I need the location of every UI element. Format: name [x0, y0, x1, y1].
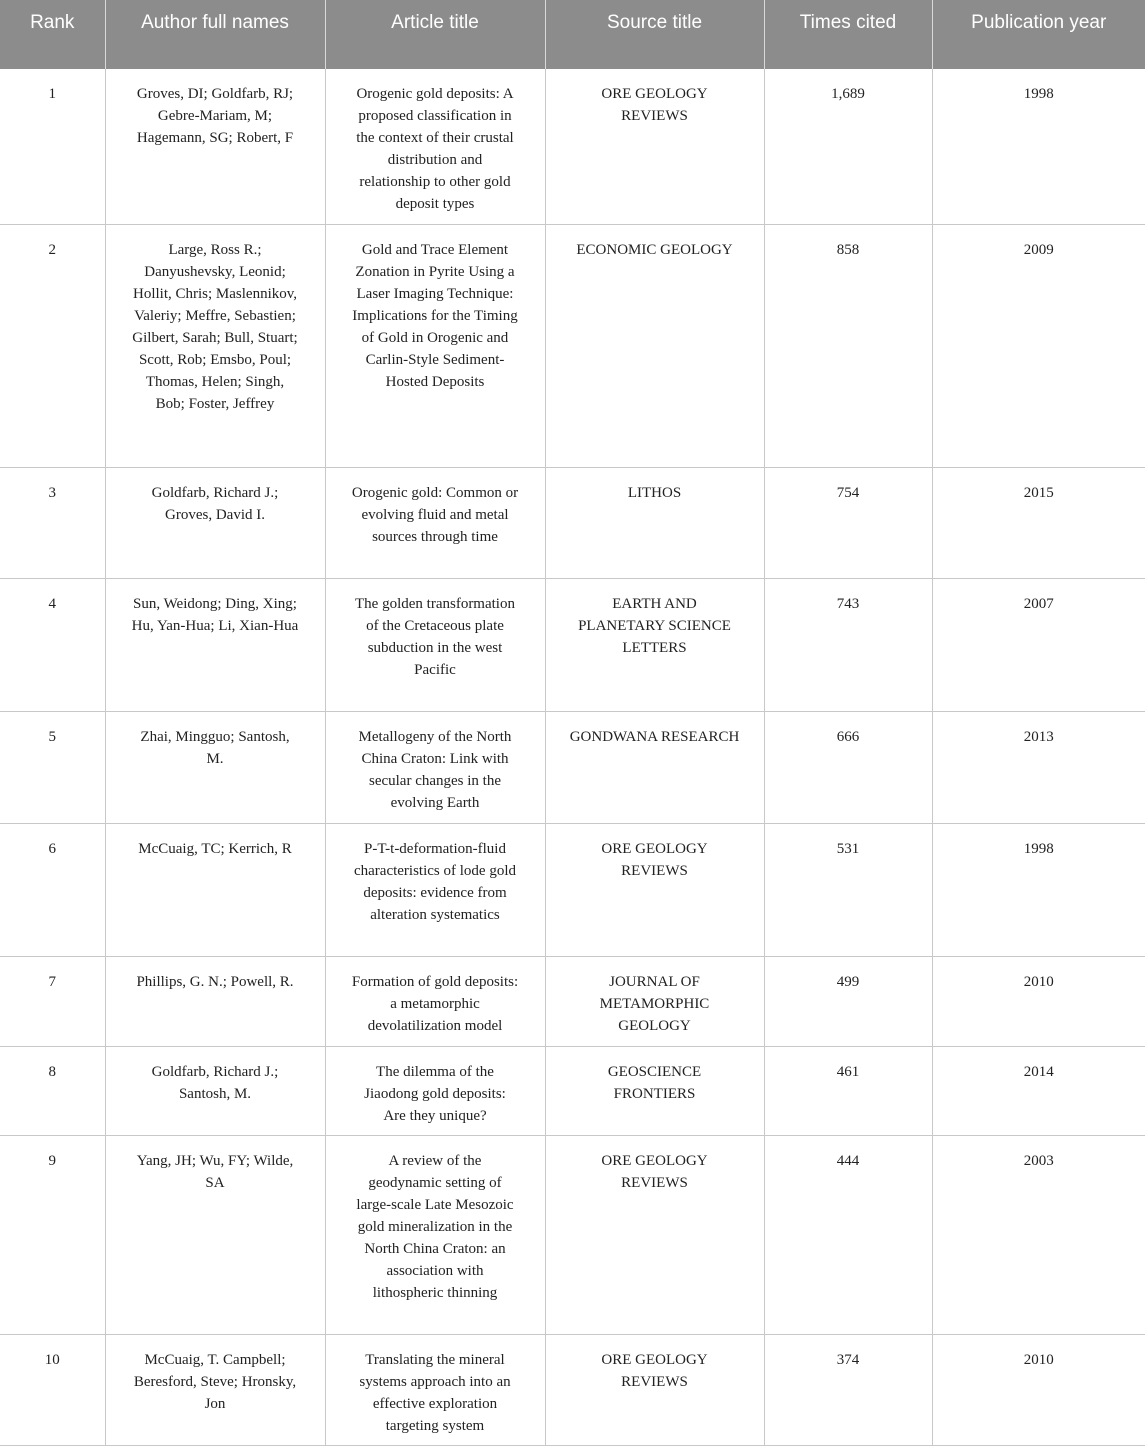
- cell-source-title: EARTH AND PLANETARY SCIENCE LETTERS: [545, 578, 764, 711]
- cell-source-title: ECONOMIC GEOLOGY: [545, 224, 764, 467]
- cell-rank: 9: [0, 1135, 105, 1334]
- cell-publication-year: 2010: [932, 1334, 1145, 1445]
- cell-article-title: Gold and Trace Element Zonation in Pyrite Using a Laser Imaging Technique: Implications for the Timing of Gold in Orogenic and Carlin-Style Sediment-Hosted Deposits: [325, 224, 545, 467]
- cell-publication-year: 2014: [932, 1046, 1145, 1135]
- cell-source-title: ORE GEOLOGY REVIEWS: [545, 69, 764, 224]
- cell-publication-year: 2015: [932, 467, 1145, 578]
- cell-source-title: ORE GEOLOGY REVIEWS: [545, 823, 764, 956]
- cell-authors: McCuaig, T. Campbell; Beresford, Steve; Hronsky, Jon: [105, 1334, 325, 1445]
- cell-rank: 6: [0, 823, 105, 956]
- table-row: [0, 956, 1145, 1046]
- table-row: [0, 1046, 1145, 1135]
- cell-rank: 4: [0, 578, 105, 711]
- cell-article-title: Orogenic gold: Common or evolving fluid and metal sources through time: [325, 467, 545, 578]
- cell-source-title: GONDWANA RESEARCH: [545, 711, 764, 823]
- cell-publication-year: 1998: [932, 69, 1145, 224]
- cell-authors: Goldfarb, Richard J.; Groves, David I.: [105, 467, 325, 578]
- cell-article-title: The golden transformation of the Cretaceous plate subduction in the west Pacific: [325, 578, 545, 711]
- cell-rank: 5: [0, 711, 105, 823]
- cell-times-cited: 444: [764, 1135, 932, 1334]
- cell-source-title: ORE GEOLOGY REVIEWS: [545, 1135, 764, 1334]
- header-article-title: Article title: [325, 0, 545, 69]
- cell-source-title: ORE GEOLOGY REVIEWS: [545, 1334, 764, 1445]
- cell-authors: Large, Ross R.; Danyushevsky, Leonid; Hollit, Chris; Maslennikov, Valeriy; Meffre, Sebastien; Gilbert, Sarah; Bull, Stuart; Scott, Rob; Emsbo, Poul; Thomas, Helen; Singh, Bob; Foster, Jeffrey: [105, 224, 325, 467]
- cell-times-cited: 461: [764, 1046, 932, 1135]
- header-times-cited: Times cited: [764, 0, 932, 69]
- table-row: [0, 467, 1145, 578]
- cell-times-cited: 858: [764, 224, 932, 467]
- cell-article-title: P-T-t-deformation-fluid characteristics of lode gold deposits: evidence from alteration systematics: [325, 823, 545, 956]
- cell-article-title: A review of the geodynamic setting of large-scale Late Mesozoic gold mineralization in the North China Craton: an association with lithospheric thinning: [325, 1135, 545, 1334]
- cell-publication-year: 2010: [932, 956, 1145, 1046]
- cell-times-cited: 666: [764, 711, 932, 823]
- table-row: [0, 1334, 1145, 1445]
- table-row: [0, 224, 1145, 467]
- cell-source-title: JOURNAL OF METAMORPHIC GEOLOGY: [545, 956, 764, 1046]
- cell-times-cited: 1,689: [764, 69, 932, 224]
- cell-publication-year: 2003: [932, 1135, 1145, 1334]
- table-row: [0, 711, 1145, 823]
- cell-authors: Groves, DI; Goldfarb, RJ; Gebre-Mariam, M; Hagemann, SG; Robert, F: [105, 69, 325, 224]
- cell-rank: 8: [0, 1046, 105, 1135]
- header-source-title: Source title: [545, 0, 764, 69]
- cell-article-title: The dilemma of the Jiaodong gold deposits: Are they unique?: [325, 1046, 545, 1135]
- cell-rank: 3: [0, 467, 105, 578]
- cell-authors: McCuaig, TC; Kerrich, R: [105, 823, 325, 956]
- header-rank: Rank: [0, 0, 105, 69]
- table-row: [0, 1135, 1145, 1334]
- cell-rank: 7: [0, 956, 105, 1046]
- cell-authors: Goldfarb, Richard J.; Santosh, M.: [105, 1046, 325, 1135]
- cell-article-title: Formation of gold deposits: a metamorphic devolatilization model: [325, 956, 545, 1046]
- header-publication-year: Publication year: [932, 0, 1145, 69]
- cell-times-cited: 374: [764, 1334, 932, 1445]
- cell-times-cited: 499: [764, 956, 932, 1046]
- cell-authors: Phillips, G. N.; Powell, R.: [105, 956, 325, 1046]
- table-row: [0, 578, 1145, 711]
- cell-source-title: GEOSCIENCE FRONTIERS: [545, 1046, 764, 1135]
- cell-source-title: LITHOS: [545, 467, 764, 578]
- cell-times-cited: 743: [764, 578, 932, 711]
- header-authors: Author full names: [105, 0, 325, 69]
- cell-article-title: Metallogeny of the North China Craton: Link with secular changes in the evolving Earth: [325, 711, 545, 823]
- cell-authors: Sun, Weidong; Ding, Xing; Hu, Yan-Hua; Li, Xian-Hua: [105, 578, 325, 711]
- cell-times-cited: 754: [764, 467, 932, 578]
- cell-authors: Yang, JH; Wu, FY; Wilde, SA: [105, 1135, 325, 1334]
- cell-rank: 10: [0, 1334, 105, 1445]
- cell-publication-year: 2009: [932, 224, 1145, 467]
- cell-rank: 2: [0, 224, 105, 467]
- cell-article-title: Orogenic gold deposits: A proposed classification in the context of their crustal distribution and relationship to other gold deposit types: [325, 69, 545, 224]
- cell-publication-year: 2013: [932, 711, 1145, 823]
- table-row: [0, 69, 1145, 224]
- cell-times-cited: 531: [764, 823, 932, 956]
- cell-rank: 1: [0, 69, 105, 224]
- cell-publication-year: 2007: [932, 578, 1145, 711]
- cell-authors: Zhai, Mingguo; Santosh, M.: [105, 711, 325, 823]
- cell-article-title: Translating the mineral systems approach into an effective exploration targeting system: [325, 1334, 545, 1445]
- header-row: [0, 0, 1145, 69]
- cell-publication-year: 1998: [932, 823, 1145, 956]
- table-row: [0, 823, 1145, 956]
